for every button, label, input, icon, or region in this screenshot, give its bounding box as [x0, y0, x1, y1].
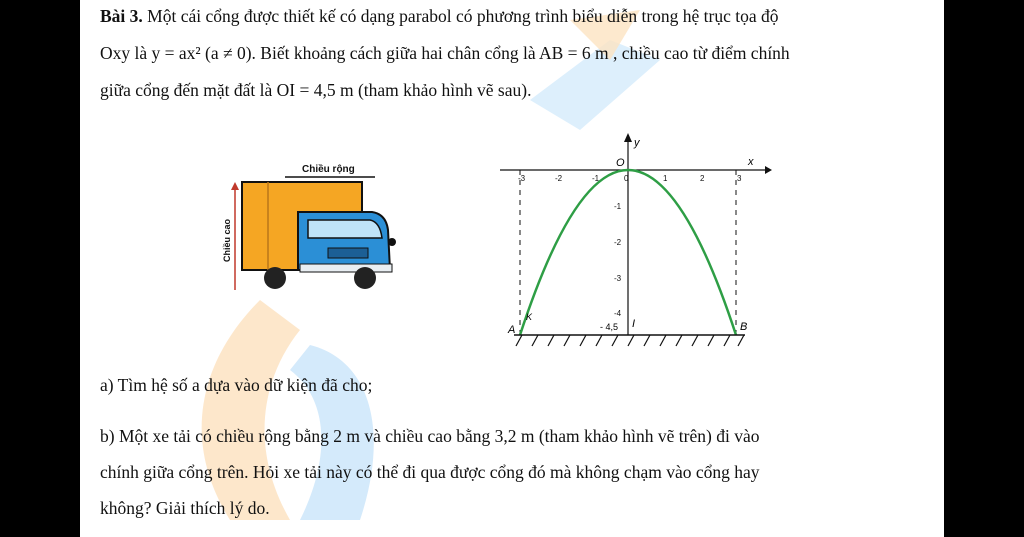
truck-mirror	[388, 238, 396, 246]
ground-hatching	[516, 335, 744, 346]
origin-label: O	[616, 157, 625, 169]
x-tick-neg2: -2	[555, 174, 563, 183]
y-tick-neg4: -4	[614, 309, 622, 318]
problem-line-3: giữa cổng đến mặt đất là OI = 4,5 m (tham khảo hình vẽ sau).	[100, 80, 532, 100]
truck-height-label: Chiều cao	[222, 218, 232, 262]
document-page	[80, 0, 944, 537]
part-b-line-1: b) Một xe tải có chiều rộng bằng 2 m và chiều cao bằng 3,2 m (tham khảo hình vẽ trên) đi vào	[100, 426, 760, 446]
y-tick-neg1: -1	[614, 202, 622, 211]
part-a: a) Tìm hệ số a dựa vào dữ kiện đã cho;	[100, 375, 373, 395]
point-k-label: K	[526, 312, 533, 322]
y-tick-labels	[614, 202, 622, 318]
x-tick-labels	[518, 174, 742, 183]
y-tick-neg2: -2	[614, 238, 622, 247]
truck-wheel-rear	[264, 267, 286, 289]
watermark-orange-shape	[202, 300, 300, 520]
problem-line-1	[100, 6, 779, 27]
truck-width-label: Chiều rộng	[302, 164, 355, 175]
x-axis-label: x	[748, 156, 754, 168]
x-tick-2: 2	[700, 174, 705, 183]
x-tick-neg3: -3	[518, 174, 526, 183]
y-axis-arrow	[624, 133, 632, 142]
truck-wheel-front	[354, 267, 376, 289]
x-axis-arrow	[765, 166, 772, 174]
truck-figure	[210, 150, 450, 300]
problem-line-2: Oxy là y = ax² (a ≠ 0). Biết khoảng cách giữa hai chân cổng là AB = 6 m , chiều cao từ điểm chính	[100, 43, 790, 63]
problem-text-1: Một cái cổng được thiết kế có dạng parabol có phương trình biểu diễn trong hệ trục tọa độ	[142, 6, 779, 26]
x-tick-0: 0	[624, 174, 629, 183]
truck-grille	[328, 248, 368, 258]
y-tick-neg3: -3	[614, 274, 622, 283]
point-i-label: I	[632, 318, 636, 330]
x-tick-1: 1	[663, 174, 668, 183]
truck-bumper	[300, 264, 392, 272]
minus-4-5-label: - 4,5	[600, 322, 619, 332]
part-b-line-3: không? Giải thích lý do.	[100, 498, 270, 518]
truck-windshield	[308, 220, 382, 238]
point-b-label: B	[740, 321, 748, 333]
part-b-line-2: chính giữa cổng trên. Hỏi xe tải này có thể đi qua được cổng đó mà không chạm vào cổng hay	[100, 462, 760, 482]
y-axis-label: y	[634, 137, 640, 149]
point-a-label: A	[508, 324, 516, 336]
x-tick-3: 3	[737, 174, 742, 183]
problem-label: Bài 3.	[100, 6, 143, 26]
parabola-graph	[500, 130, 780, 350]
truck-height-arrow-head	[231, 182, 239, 190]
x-tick-neg1: -1	[592, 174, 600, 183]
